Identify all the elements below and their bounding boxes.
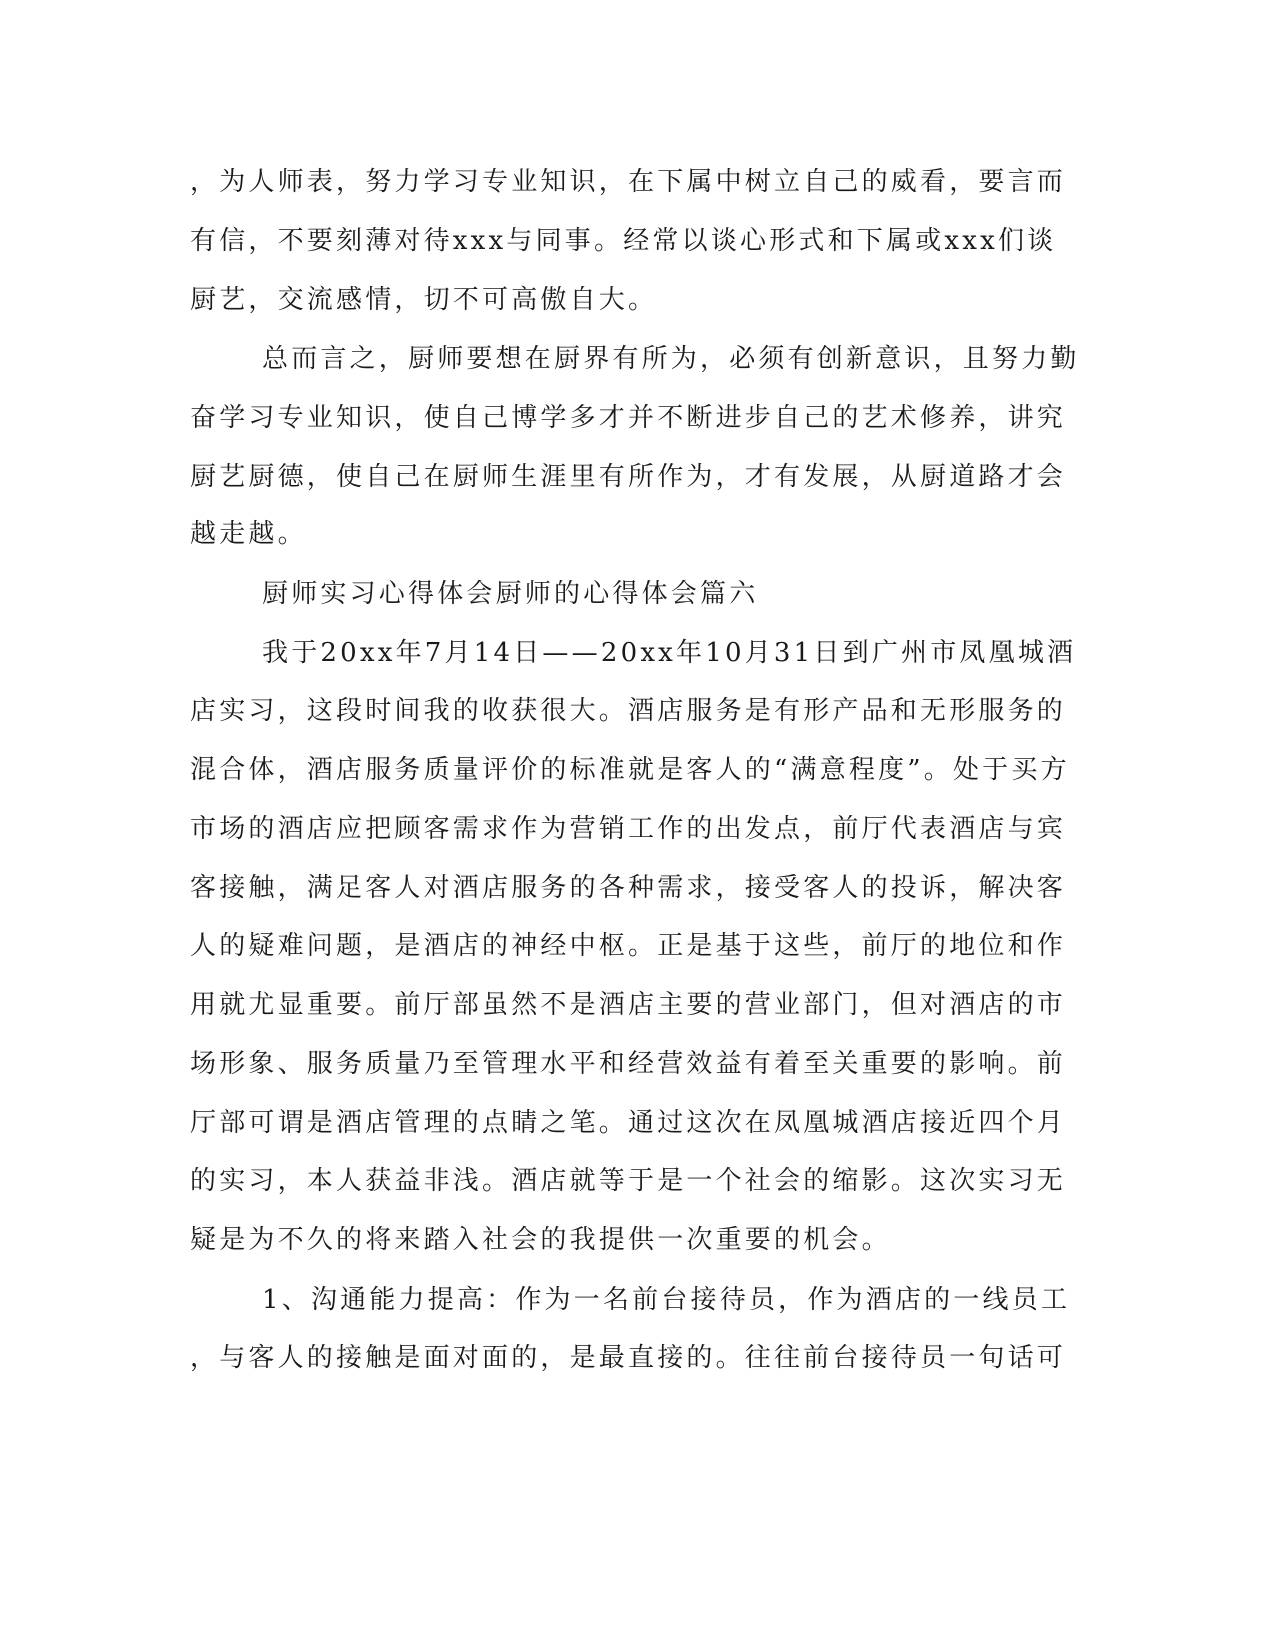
text-line: 人的疑难问题，是酒店的神经中枢。正是基于这些，前厅的地位和作 (190, 931, 1067, 961)
paragraph-first-line: 我于20xx年7月14日——20xx年10月31日到广州市凤凰城酒 (262, 638, 1077, 668)
text-line: 用就尤显重要。前厅部虽然不是酒店主要的营业部门，但对酒店的市 (190, 990, 1067, 1020)
text-line: 店实习，这段时间我的收获很大。酒店服务是有形产品和无形服务的 (190, 696, 1067, 726)
paragraph-first-line: 1、沟通能力提高：作为一名前台接待员，作为酒店的一线员工 (262, 1285, 1071, 1315)
section-heading: 厨师实习心得体会厨师的心得体会篇六 (262, 579, 759, 609)
text-line: 厨艺厨德，使自己在厨师生涯里有所作为，才有发展，从厨道路才会 (190, 462, 1067, 492)
text-line: 厅部可谓是酒店管理的点睛之笔。通过这次在凤凰城酒店接近四个月 (190, 1108, 1067, 1138)
text-line: 越走越。 (190, 519, 307, 549)
text-line: 有信，不要刻薄对待xxx与同事。经常以谈心形式和下属或xxx们谈 (190, 226, 1057, 256)
text-line: 客接触，满足客人对酒店服务的各种需求，接受客人的投诉，解决客 (190, 873, 1067, 903)
text-line: ，与客人的接触是面对面的，是最直接的。往往前台接待员一句话可 (190, 1343, 1067, 1373)
text-line: 奋学习专业知识，使自己博学多才并不断进步自己的艺术修养，讲究 (190, 403, 1067, 433)
text-line: ，为人师表，努力学习专业知识，在下属中树立自己的威看，要言而 (190, 167, 1067, 197)
paragraph-first-line: 总而言之，厨师要想在厨界有所为，必须有创新意识，且努力勤 (262, 344, 1080, 374)
text-line: 厨艺，交流感情，切不可高傲自大。 (190, 285, 658, 315)
text-line: 混合体，酒店服务质量评价的标准就是客人的“满意程度”。处于买方 (190, 755, 1070, 785)
text-line: 场形象、服务质量乃至管理水平和经营效益有着至关重要的影响。前 (190, 1049, 1067, 1079)
text-line: 的实习，本人获益非浅。酒店就等于是一个社会的缩影。这次实习无 (190, 1166, 1067, 1196)
text-line: 疑是为不久的将来踏入社会的我提供一次重要的机会。 (190, 1225, 891, 1255)
text-line: 市场的酒店应把顾客需求作为营销工作的出发点，前厅代表酒店与宾 (190, 814, 1067, 844)
